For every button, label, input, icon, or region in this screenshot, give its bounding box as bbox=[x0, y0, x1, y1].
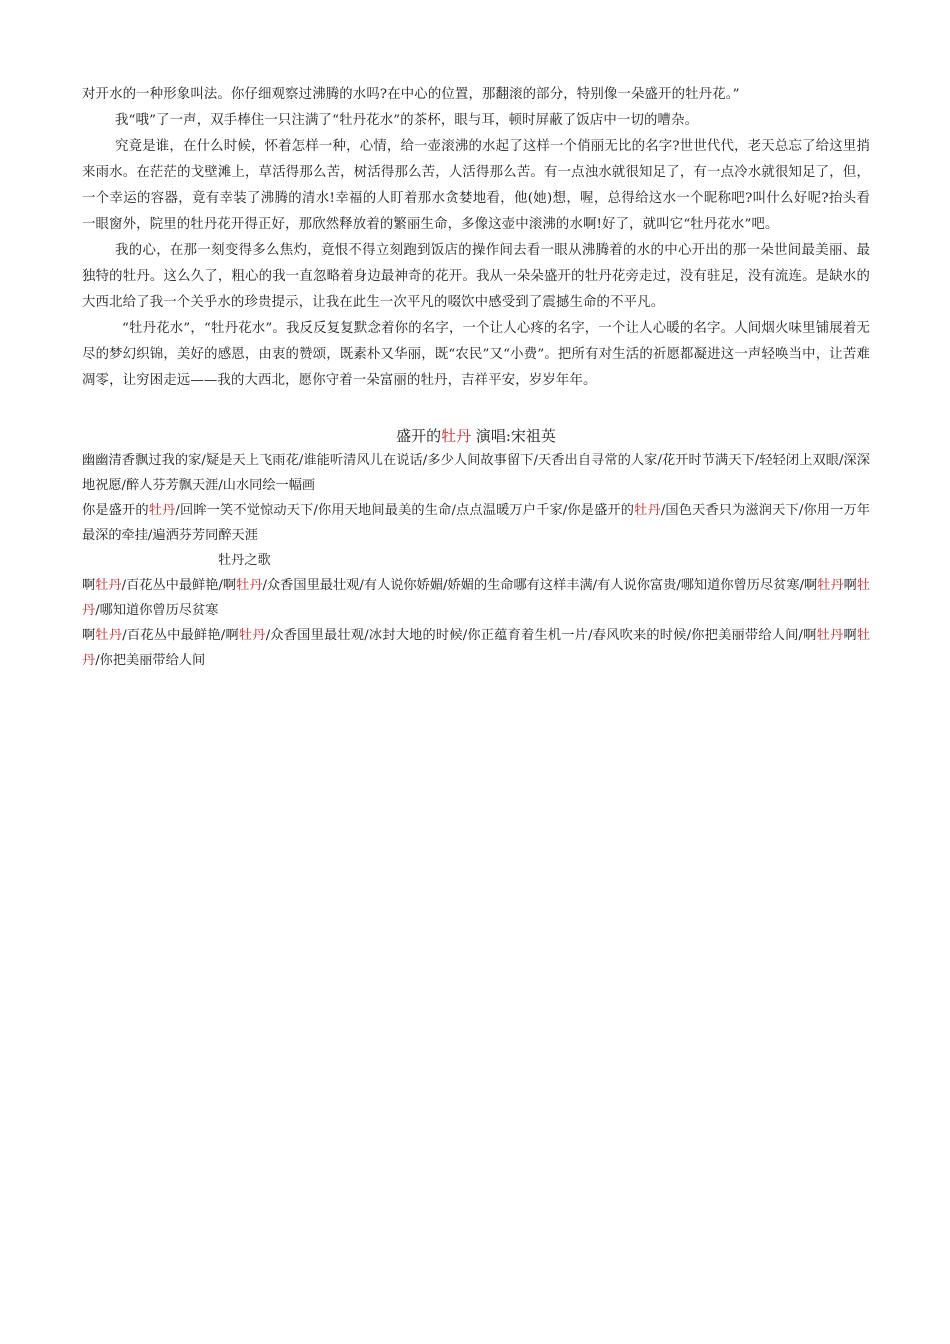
lyric-text: /回眸一笑不觉惊动天下/你用天地间最美的生命/点点温暖万户千家/你是盛开的 bbox=[175, 503, 635, 518]
essay-paragraph-3: 究竟是谁，在什么时候，怀着怎样一种，心情，给一壶滚沸的水起了这样一个俏丽无比的名字?世世代代，老天总忘了给这里捎来雨水。在茫茫的戈壁滩上，草活得那么苦，树活得那么苦，人活得那么苦。有一点浊水就很知足了，有一点冷水就很知足了，但，一个幸运的容器，竟有幸装了沸腾的清水!幸福的人盯着那水贪婪地看，他(她)想，喔，总得给这水一个昵称吧?叫什么好呢?抬头看一眼窗外，院里的牡丹花开得正好，那欣然释放着的繁丽生命，多像这壶中滚沸的水啊!好了，就叫它“牡丹花水”吧。 bbox=[82, 139, 870, 232]
song-subtitle: 牡丹之歌 bbox=[218, 553, 271, 568]
lyric-text: /众香国里最壮观/有人说你娇媚/娇媚的生命哪有这样丰满/有人说你富贵/哪知道你曾历尽贫寒/啊 bbox=[262, 578, 818, 593]
lyric-text: 你是盛开的 bbox=[82, 503, 149, 518]
lyric-highlight: 牡丹 bbox=[816, 628, 844, 643]
lyric-line-2 bbox=[82, 498, 870, 548]
lyric-text: /百花丛中最鲜艳/啊 bbox=[122, 628, 239, 643]
lyric-text: /哪知道你曾历尽贫寒 bbox=[95, 603, 219, 618]
lyric-line-3 bbox=[82, 573, 870, 623]
lyric-highlight: 牡丹 bbox=[82, 628, 871, 668]
song-title-prefix: 盛开的 bbox=[396, 427, 442, 445]
lyric-highlight: 牡丹 bbox=[82, 578, 871, 618]
essay-paragraph-5: “牡丹花水”，“牡丹花水”。我反反复复默念着你的名字，一个让人心疼的名字，一个让人心暖的名字。人间烟火味里铺展着无尽的梦幻织锦，美好的感恩，由衷的赞颂，既素朴又华丽，既“农民”又“小费”。把所有对生活的祈愿都凝进这一声轻唤当中，让苦难凋零，让穷困走远——我的大西北，愿你守着一朵富丽的牡丹，吉祥平安，岁岁年年。 bbox=[82, 321, 870, 388]
lyric-text: /国色天香只为滋润天下/你用一万年最深的牵挂/遍洒芬芳同醉天涯 bbox=[82, 503, 870, 543]
lyric-text: /众香国里最壮观/冰封大地的时候/你正蕴育着生机一片/春风吹来的时候/你把美丽带给人间/啊 bbox=[265, 628, 817, 643]
lyric-text: 啊 bbox=[843, 578, 857, 593]
lyric-line-4 bbox=[82, 623, 870, 673]
essay-paragraph-2: 我“哦”了一声，双手棒住一只注满了“牡丹花水”的茶杯，眼与耳，顿时屏蔽了饭店中一切的嘈杂。 bbox=[115, 113, 699, 128]
lyric-highlight: 牡丹 bbox=[95, 578, 122, 593]
song-title-singer: 演唱:宋祖英 bbox=[471, 427, 556, 445]
essay-paragraph-4: 我的心，在那一刻变得多么焦灼，竟恨不得立刻跑到饭店的操作间去看一眼从沸腾着的水的中心开出的那一朵世间最美丽、最独特的牡丹。这么久了，粗心的我一直忽略着身边最神奇的花开。我从一朵朵盛开的牡丹花旁走过，没有驻足，没有流连。是缺水的大西北给了我一个关乎水的珍贵提示，让我在此生一次平凡的啜饮中感受到了震撼生命的不平凡。 bbox=[82, 243, 870, 310]
essay-paragraph-1: 对开水的一种形象叫法。你仔细观察过沸腾的水吗?在中心的位置，那翻滚的部分，特别像一朵盛开的牡丹花。” bbox=[82, 87, 740, 102]
lyric-text: /百花丛中最鲜艳/啊 bbox=[121, 578, 237, 593]
lyric-line-1: 幽幽清香飘过我的家/疑是天上飞雨花/谁能听清风儿在说话/多少人间故事留下/天香出自寻常的人家/花开时节满天下/轻轻闭上双眼/深深地祝愿/醉人芬芳飘天涯/山水同绘一幅画 bbox=[82, 453, 870, 493]
lyric-highlight: 牡丹 bbox=[236, 578, 263, 593]
lyric-highlight: 牡丹 bbox=[634, 503, 661, 518]
song-title bbox=[82, 424, 870, 448]
lyric-text: 啊 bbox=[843, 628, 857, 643]
document-page bbox=[82, 82, 870, 673]
lyric-highlight: 牡丹 bbox=[95, 628, 123, 643]
lyric-highlight: 牡丹 bbox=[238, 628, 266, 643]
lyric-highlight: 牡丹 bbox=[148, 503, 176, 518]
lyric-text: 啊 bbox=[82, 578, 96, 593]
song-title-highlight: 牡丹 bbox=[441, 427, 472, 445]
lyric-text: /你把美丽带给人间 bbox=[95, 653, 206, 668]
lyric-highlight: 牡丹 bbox=[817, 578, 844, 593]
lyric-text: 啊 bbox=[82, 628, 96, 643]
